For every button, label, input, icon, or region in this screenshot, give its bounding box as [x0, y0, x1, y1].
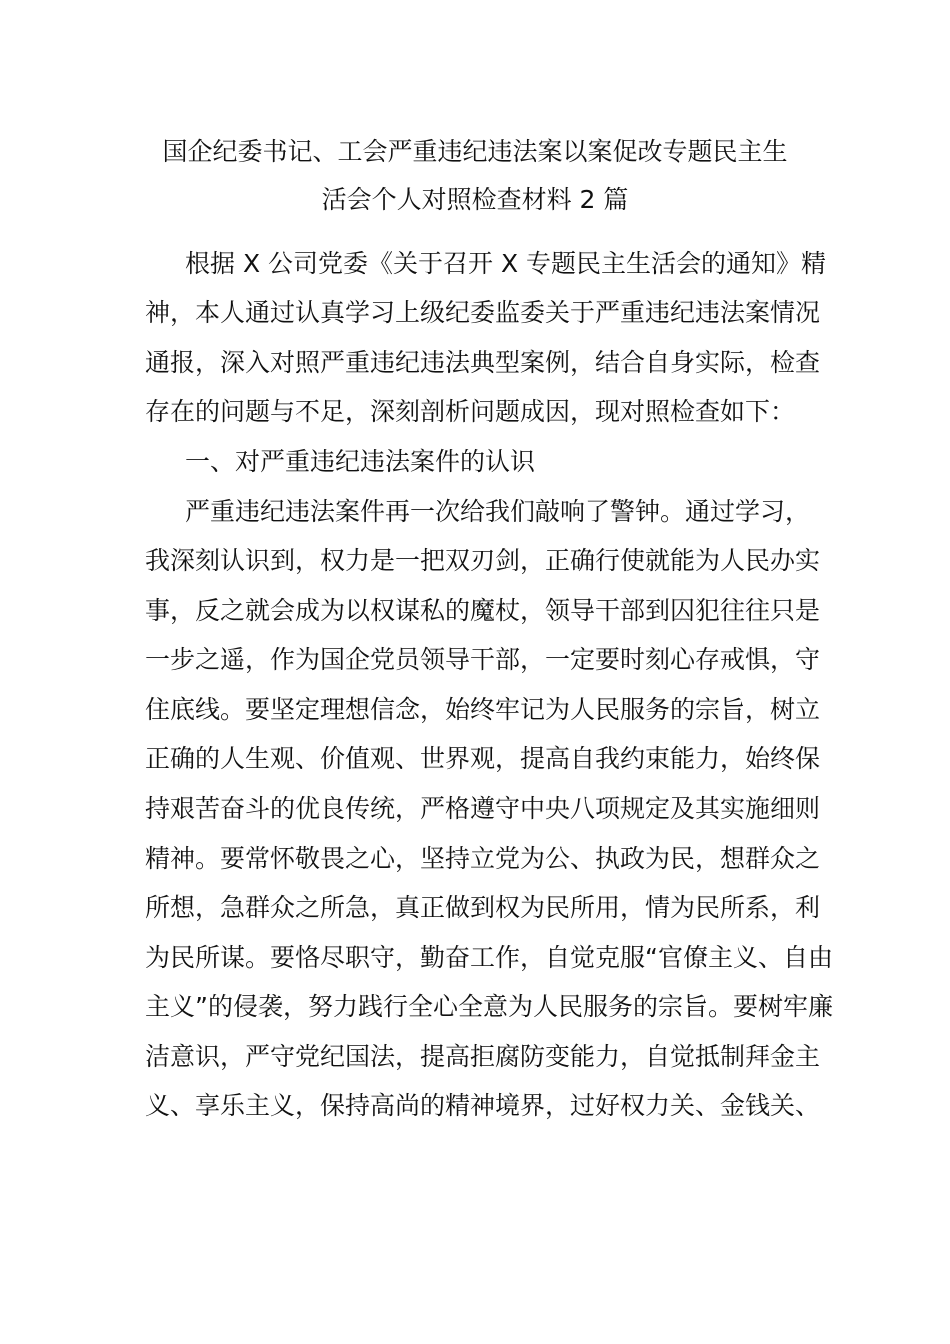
body-line: 我深刻认识到，权力是一把双刃剑，正确行使就能为人民办实	[145, 546, 821, 575]
document-title-line-1: 国企纪委书记、工会严重违纪违法案以案促改专题民主生	[162, 137, 788, 166]
body-line: 住底线。要坚定理想信念，始终牢记为人民服务的宗旨，树立	[145, 695, 821, 724]
body-line: 事，反之就会成为以权谋私的魔杖，领导干部到囚犯往往只是	[145, 596, 821, 625]
body-line: 通报，深入对照严重违纪违法典型案例，结合自身实际，检查	[145, 348, 821, 377]
body-line: 主义”的侵袭，努力践行全心全意为人民服务的宗旨。要树牢廉	[145, 992, 833, 1021]
body-line: 为民所谋。要恪尽职守，勤奋工作，自觉克服“官僚主义、自由	[145, 943, 833, 972]
body-line: 义、享乐主义，保持高尚的精神境界，过好权力关、金钱关、	[145, 1091, 821, 1120]
body-line: 正确的人生观、价值观、世界观，提高自我约束能力，始终保	[145, 744, 821, 773]
body-line: 精神。要常怀敬畏之心，坚持立党为公、执政为民，想群众之	[145, 844, 821, 873]
body-line: 一步之遥，作为国企党员领导干部，一定要时刻心存戒惧，守	[145, 645, 821, 674]
document-title-line-2: 活会个人对照检查材料 2 篇	[321, 185, 629, 214]
body-line: 所想，急群众之所急，真正做到权为民所用，情为民所系，利	[145, 893, 821, 922]
body-line: 严重违纪违法案件再一次给我们敲响了警钟。通过学习，	[185, 497, 811, 526]
body-line: 神，本人通过认真学习上级纪委监委关于严重违纪违法案情况	[145, 298, 821, 327]
body-line: 根据 X 公司党委《关于召开 X 专题民主生活会的通知》精	[185, 249, 827, 278]
body-line: 持艰苦奋斗的优良传统，严格遵守中央八项规定及其实施细则	[145, 794, 821, 823]
body-line: 洁意识，严守党纪国法，提高拒腐防变能力，自觉抵制拜金主	[145, 1042, 821, 1071]
body-line: 存在的问题与不足，深刻剖析问题成因，现对照检查如下：	[145, 397, 796, 426]
section-heading: 一、对严重违纪违法案件的认识	[185, 447, 536, 476]
